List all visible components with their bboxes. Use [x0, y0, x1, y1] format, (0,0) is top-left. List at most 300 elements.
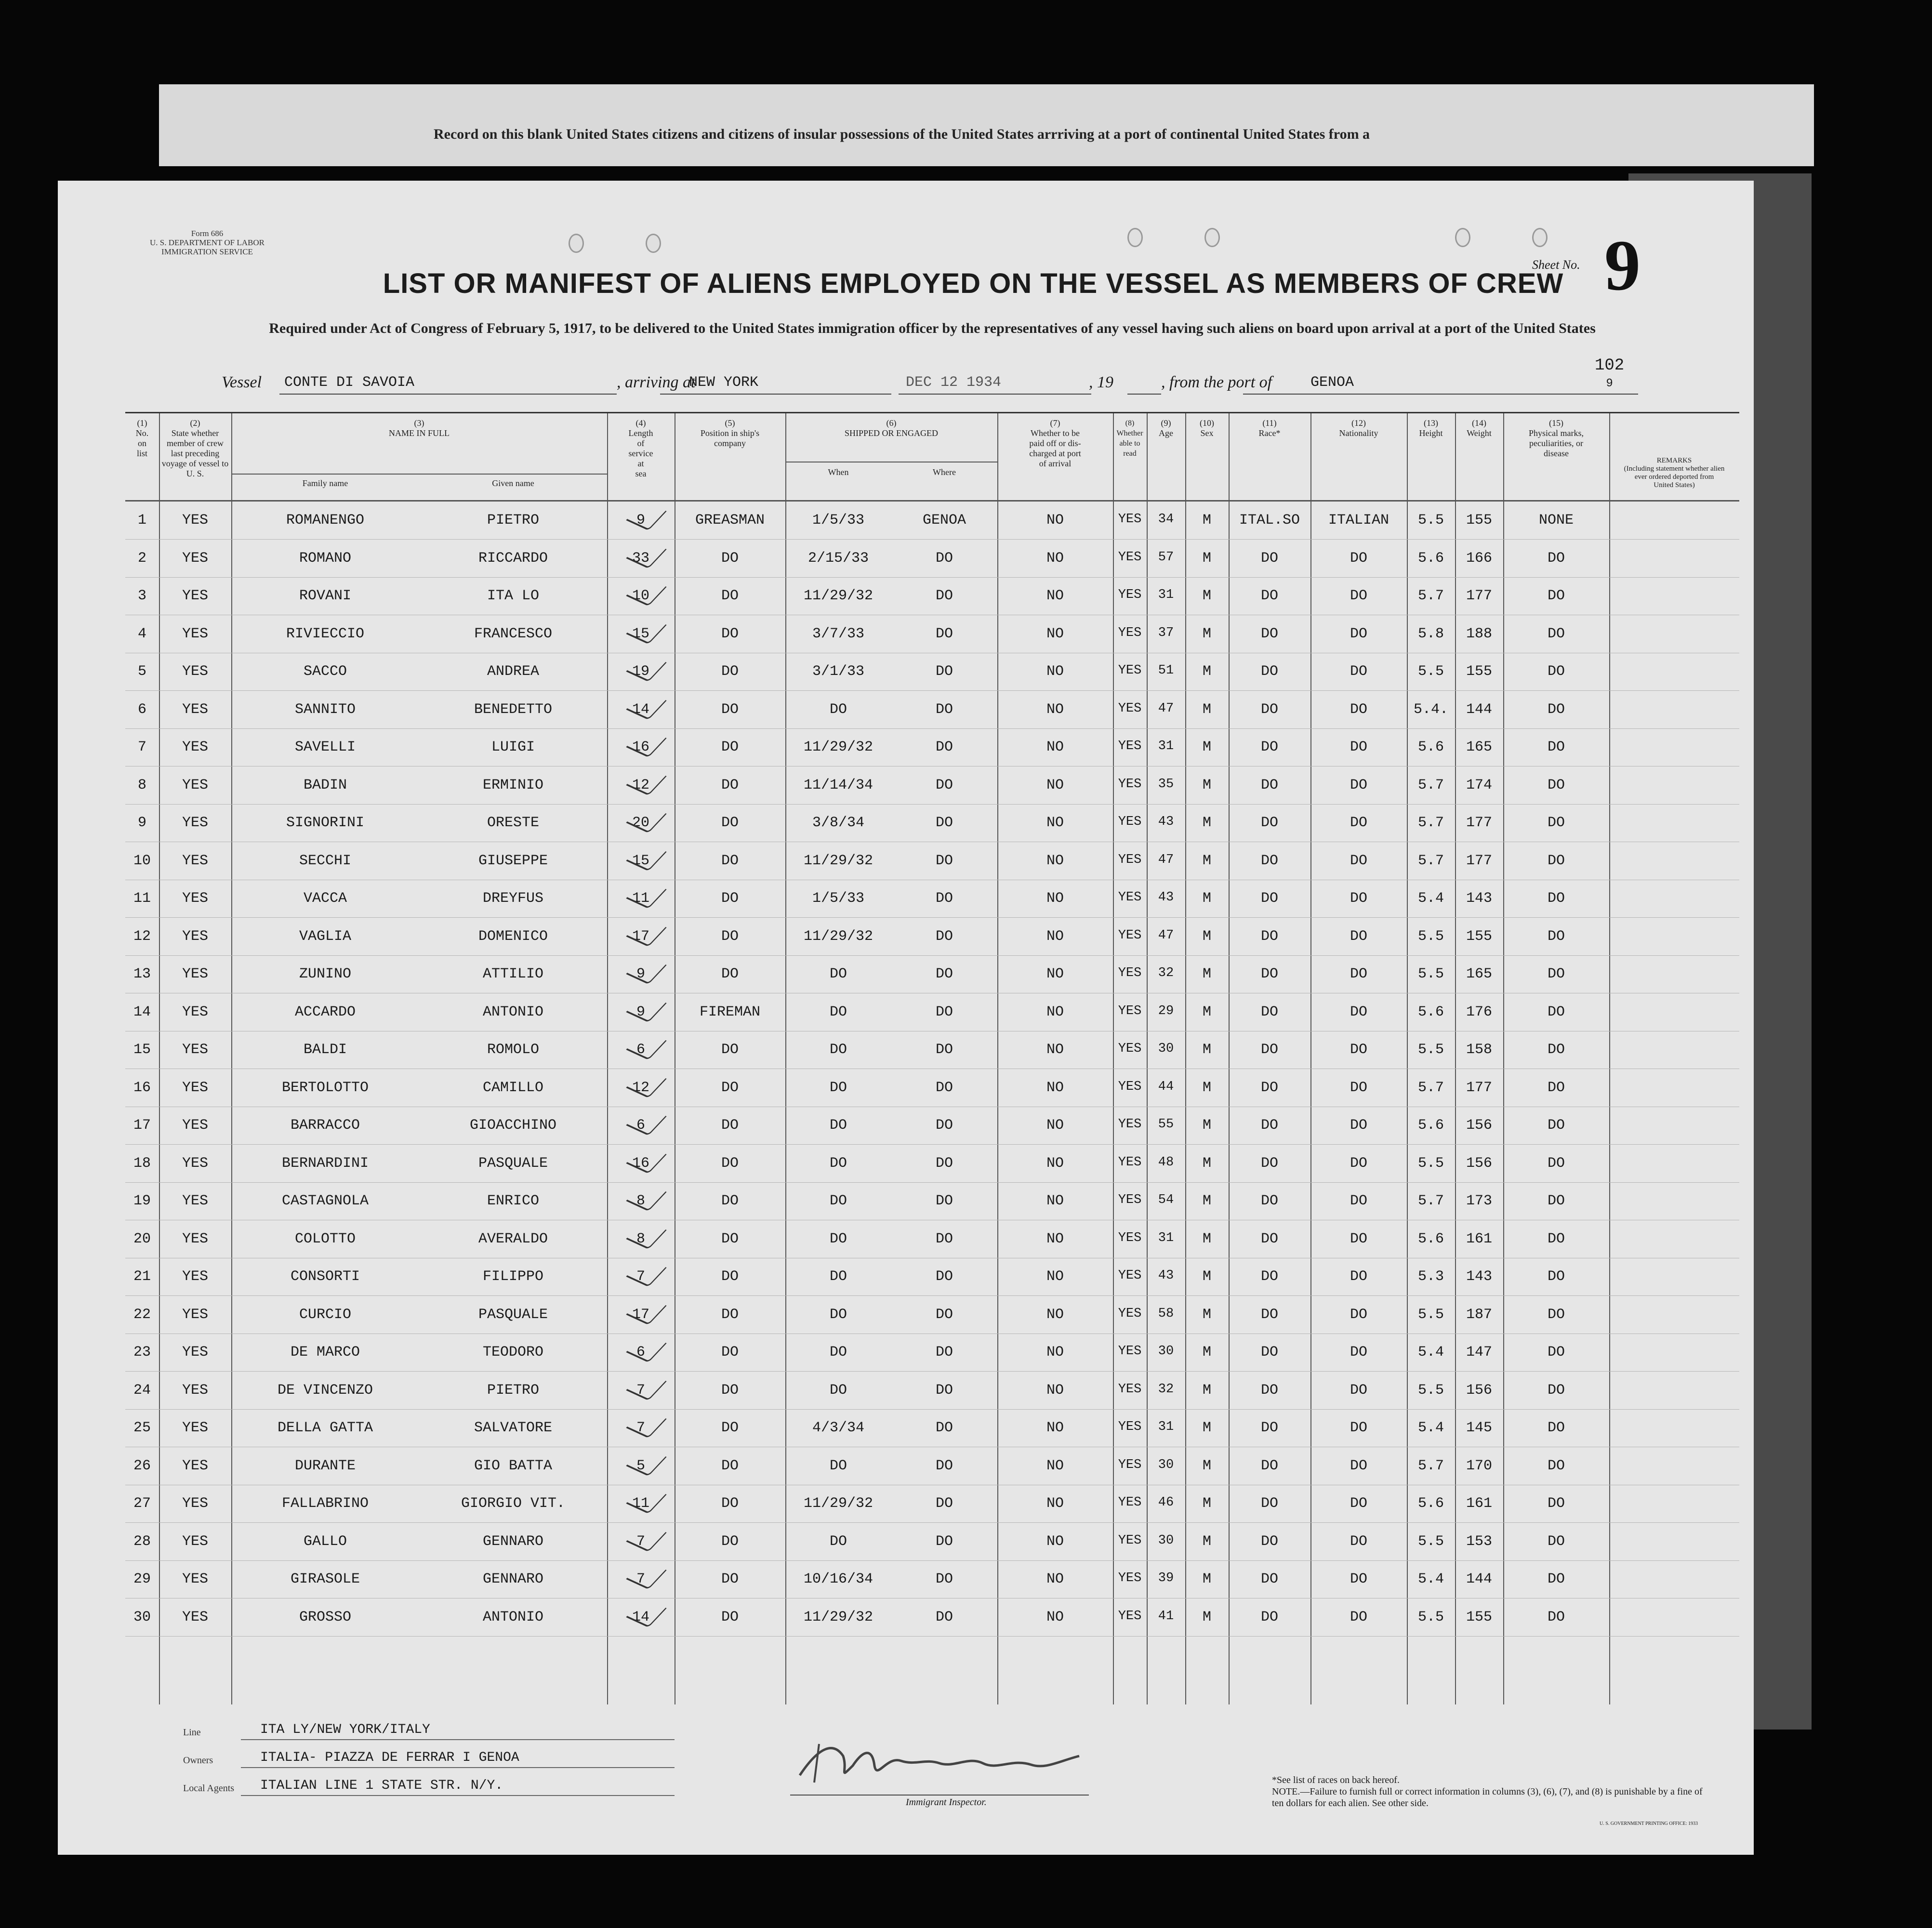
shipped-when: DO [829, 1117, 847, 1134]
position: DO [721, 1533, 739, 1550]
position: DO [721, 1193, 739, 1209]
physical-marks: DO [1547, 1004, 1565, 1020]
header-sex: (10) Sex [1200, 418, 1214, 438]
nationality: DO [1350, 663, 1367, 680]
header-service-length: (4) Length of service at sea [628, 418, 653, 478]
previous-voyage: YES [182, 1344, 208, 1360]
sex: M [1202, 1155, 1211, 1172]
table-row [125, 1598, 1739, 1637]
nationality: DO [1350, 588, 1367, 604]
header-family-name: Family name [302, 478, 348, 488]
manifest-footer [125, 1713, 1739, 1838]
position: DO [721, 550, 739, 567]
able-to-read: YES [1118, 739, 1142, 753]
position: DO [721, 1155, 739, 1172]
able-to-read: YES [1118, 777, 1142, 792]
family-name: SACCO [303, 663, 347, 680]
family-name: ROVANI [299, 588, 352, 604]
shipped-when: DO [829, 1004, 847, 1020]
physical-marks: DO [1547, 1230, 1565, 1247]
nationality: DO [1350, 1079, 1367, 1096]
height: 5.5 [1417, 1155, 1444, 1172]
physical-marks: DO [1547, 890, 1565, 907]
nationality: DO [1350, 1609, 1367, 1625]
height: 5.6 [1417, 550, 1444, 567]
previous-voyage: YES [182, 1457, 208, 1474]
sex: M [1202, 550, 1211, 567]
height: 5.4 [1417, 890, 1444, 907]
punch-hole [569, 234, 584, 253]
sex: M [1202, 1268, 1211, 1285]
shipped-where: DO [935, 588, 953, 604]
previous-voyage: YES [182, 1495, 208, 1512]
family-name: BADIN [303, 777, 347, 793]
height: 5.6 [1417, 1004, 1444, 1020]
header-remarks: REMARKS (Including statement whether alien ever ordered deported from United States) [1624, 457, 1725, 489]
given-name: TEODORO [482, 1344, 544, 1360]
given-name: ROMOLO [487, 1042, 540, 1058]
shipped-where: DO [935, 1004, 953, 1020]
weight: 153 [1466, 1533, 1492, 1550]
row-number: 6 [137, 701, 146, 718]
able-to-read: YES [1118, 550, 1142, 565]
race: DO [1260, 739, 1278, 755]
nationality: DO [1350, 777, 1367, 793]
height: 5.6 [1417, 1495, 1444, 1512]
position: DO [721, 852, 739, 869]
position: DO [721, 1495, 739, 1512]
weight: 161 [1466, 1230, 1492, 1247]
height: 5.8 [1417, 625, 1444, 642]
vessel-name: CONTE DI SAVOIA [284, 374, 415, 391]
race: DO [1260, 1533, 1278, 1550]
from-port-label: , from the port of [1161, 373, 1272, 391]
shipped-when: DO [829, 1079, 847, 1096]
footnote: *See list of races on back hereof. NOTE.—Failure to furnish full or correct information in columns (3), (6), (7), and (8) is punishable by a fine of ten dollars for each alien. See other side. [1272, 1775, 1703, 1809]
position: DO [721, 1042, 739, 1058]
nationality: DO [1350, 1495, 1367, 1512]
shipped-where: DO [935, 966, 953, 982]
paid-off: NO [1046, 550, 1064, 567]
shipped-when: 1/5/33 [812, 890, 865, 907]
table-row [125, 1523, 1739, 1561]
paid-off: NO [1046, 815, 1064, 831]
service-length: 16 [632, 739, 649, 755]
physical-marks: DO [1547, 1117, 1565, 1134]
position: DO [721, 890, 739, 907]
row-number: 1 [137, 512, 146, 528]
table-row [125, 1258, 1739, 1296]
row-number: 28 [133, 1533, 151, 1550]
previous-voyage: YES [182, 1571, 208, 1587]
nationality: DO [1350, 928, 1367, 945]
shipped-when: 3/7/33 [812, 625, 865, 642]
shipped-when: DO [829, 1382, 847, 1399]
height: 5.4 [1417, 1571, 1444, 1587]
able-to-read: YES [1118, 588, 1142, 602]
position: DO [721, 1230, 739, 1247]
sex: M [1202, 663, 1211, 680]
table-row [125, 1447, 1739, 1485]
shipped-when: DO [829, 966, 847, 982]
family-name: ROMANO [299, 550, 352, 567]
previous-voyage: YES [182, 1230, 208, 1247]
age: 32 [1158, 1382, 1174, 1397]
shipped-when: DO [829, 1306, 847, 1323]
paid-off: NO [1046, 1079, 1064, 1096]
punch-hole [1127, 228, 1143, 247]
weight: 176 [1466, 1004, 1492, 1020]
row-number: 10 [133, 852, 151, 869]
family-name: VACCA [303, 890, 347, 907]
age: 41 [1158, 1609, 1174, 1624]
weight: 155 [1466, 663, 1492, 680]
service-length: 12 [632, 1079, 649, 1096]
position: DO [721, 663, 739, 680]
previous-voyage: YES [182, 1004, 208, 1020]
paid-off: NO [1046, 1155, 1064, 1172]
top-note: Record on this blank United States citizens and citizens of insular possessions of the United States arrriving at a port of continental United States from a [434, 126, 1370, 142]
row-number: 18 [133, 1155, 151, 1172]
nationality: DO [1350, 1344, 1367, 1360]
race: DO [1260, 1382, 1278, 1399]
previous-voyage: YES [182, 588, 208, 604]
weight: 161 [1466, 1495, 1492, 1512]
sex: M [1202, 1457, 1211, 1474]
weight: 145 [1466, 1420, 1492, 1436]
nationality: DO [1350, 1117, 1367, 1134]
table-row [125, 804, 1739, 842]
race: DO [1260, 890, 1278, 907]
physical-marks: DO [1547, 1306, 1565, 1323]
physical-marks: DO [1547, 815, 1565, 831]
given-name: GIUSEPPE [478, 852, 548, 869]
header-height: (13) Height [1419, 418, 1443, 438]
height: 5.5 [1417, 1609, 1444, 1625]
sex: M [1202, 928, 1211, 945]
shipped-where: DO [935, 1230, 953, 1247]
height: 5.4 [1417, 1420, 1444, 1436]
row-number: 13 [133, 966, 151, 982]
nationality: DO [1350, 1004, 1367, 1020]
position: DO [721, 739, 739, 755]
race: DO [1260, 852, 1278, 869]
shipped-when: DO [829, 1042, 847, 1058]
nationality: DO [1350, 701, 1367, 718]
sex: M [1202, 1609, 1211, 1625]
sex: M [1202, 701, 1211, 718]
sheet-label: Sheet No. [1532, 258, 1580, 272]
shipped-when: 3/8/34 [812, 815, 865, 831]
shipped-where: DO [935, 739, 953, 755]
able-to-read: YES [1118, 1571, 1142, 1585]
service-length: 9 [636, 512, 645, 528]
age: 46 [1158, 1495, 1174, 1510]
weight: 156 [1466, 1155, 1492, 1172]
previous-voyage: YES [182, 739, 208, 755]
position: DO [721, 777, 739, 793]
weight: 187 [1466, 1306, 1492, 1323]
table-row [125, 955, 1739, 993]
table-row [125, 918, 1739, 956]
height: 5.5 [1417, 1382, 1444, 1399]
race: DO [1260, 777, 1278, 793]
row-number: 27 [133, 1495, 151, 1512]
race: DO [1260, 1571, 1278, 1587]
weight: 188 [1466, 625, 1492, 642]
age: 47 [1158, 701, 1174, 716]
table-row [125, 540, 1739, 578]
shipped-where: DO [935, 701, 953, 718]
nationality: DO [1350, 1533, 1367, 1550]
service-length: 11 [632, 890, 649, 907]
nationality: DO [1350, 1420, 1367, 1436]
row-number: 29 [133, 1571, 151, 1587]
nationality: DO [1350, 966, 1367, 982]
family-name: BERTOLOTTO [281, 1079, 369, 1096]
table-row [125, 728, 1739, 766]
shipped-when: 11/14/34 [803, 777, 873, 793]
age: 34 [1158, 512, 1174, 527]
shipped-when: DO [829, 1193, 847, 1209]
nationality: DO [1350, 890, 1367, 907]
position: DO [721, 1609, 739, 1625]
form-number: Form 686 U. S. DEPARTMENT OF LABOR IMMIGRATION SERVICE [150, 229, 265, 256]
paid-off: NO [1046, 1457, 1064, 1474]
able-to-read: YES [1118, 1382, 1142, 1397]
race: DO [1260, 966, 1278, 982]
age: 35 [1158, 777, 1174, 792]
service-length: 9 [636, 1004, 645, 1020]
previous-voyage: YES [182, 1306, 208, 1323]
height: 5.4. [1413, 701, 1448, 718]
row-number: 16 [133, 1079, 151, 1096]
table-row [125, 1220, 1739, 1258]
race: DO [1260, 1004, 1278, 1020]
shipped-when: DO [829, 701, 847, 718]
shipped-when: 1/5/33 [812, 512, 865, 528]
nationality: DO [1350, 815, 1367, 831]
service-length: 9 [636, 966, 645, 982]
position: DO [721, 625, 739, 642]
crew-table [125, 412, 1739, 1704]
weight: 144 [1466, 701, 1492, 718]
row-number: 21 [133, 1268, 151, 1285]
header-read: (8) Whether able to read [1116, 419, 1143, 458]
family-name: CASTAGNOLA [281, 1193, 369, 1209]
height: 5.4 [1417, 1344, 1444, 1360]
row-number: 4 [137, 625, 146, 642]
weight: 143 [1466, 890, 1492, 907]
paid-off: NO [1046, 739, 1064, 755]
physical-marks: DO [1547, 1344, 1565, 1360]
family-name: CURCIO [299, 1306, 352, 1323]
previous-voyage: YES [182, 815, 208, 831]
physical-marks: DO [1547, 1571, 1565, 1587]
family-name: ZUNINO [299, 966, 352, 982]
shipped-where: DO [935, 928, 953, 945]
paid-off: NO [1046, 1571, 1064, 1587]
sex: M [1202, 739, 1211, 755]
family-name: RIVIECCIO [286, 625, 365, 642]
given-name: GIOACCHINO [469, 1117, 557, 1134]
able-to-read: YES [1118, 890, 1142, 905]
height: 5.5 [1417, 1306, 1444, 1323]
service-length: 16 [632, 1155, 649, 1172]
position: DO [721, 1079, 739, 1096]
age: 55 [1158, 1117, 1174, 1132]
able-to-read: YES [1118, 1155, 1142, 1170]
family-name: SIGNORINI [286, 815, 365, 831]
vessel-info [58, 369, 1754, 397]
sex: M [1202, 777, 1211, 793]
nationality: DO [1350, 1193, 1367, 1209]
race: DO [1260, 1344, 1278, 1360]
sex: M [1202, 815, 1211, 831]
nationality: DO [1350, 852, 1367, 869]
height: 5.5 [1417, 966, 1444, 982]
weight: 155 [1466, 1609, 1492, 1625]
inspector-label: Immigrant Inspector. [906, 1797, 987, 1808]
shipped-where: DO [935, 852, 953, 869]
owners-value: ITALIA- PIAZZA DE FERRAR I GENOA [260, 1750, 519, 1765]
service-length: 20 [632, 815, 649, 831]
row-number: 25 [133, 1420, 151, 1436]
physical-marks: DO [1547, 739, 1565, 755]
physical-marks: DO [1547, 1382, 1565, 1399]
table-row [125, 993, 1739, 1031]
paid-off: NO [1046, 852, 1064, 869]
arriving-label: , arriving at [617, 373, 696, 391]
height: 5.6 [1417, 739, 1444, 755]
race: DO [1260, 1420, 1278, 1436]
able-to-read: YES [1118, 512, 1142, 527]
family-name: SECCHI [299, 852, 352, 869]
position: DO [721, 815, 739, 831]
nationality: DO [1350, 1457, 1367, 1474]
shipped-where: DO [935, 1457, 953, 1474]
height: 5.7 [1417, 815, 1444, 831]
physical-marks: DO [1547, 1533, 1565, 1550]
given-name: DOMENICO [478, 928, 548, 945]
given-name: GENNARO [482, 1533, 544, 1550]
shipped-when: DO [829, 1457, 847, 1474]
nationality: DO [1350, 625, 1367, 642]
height: 5.7 [1417, 588, 1444, 604]
weight: 147 [1466, 1344, 1492, 1360]
service-length: 8 [636, 1193, 645, 1209]
race: DO [1260, 1268, 1278, 1285]
position: FIREMAN [699, 1004, 761, 1020]
sex: M [1202, 1420, 1211, 1436]
row-number: 9 [137, 815, 146, 831]
shipped-when: DO [829, 1230, 847, 1247]
table-row [125, 1145, 1739, 1183]
able-to-read: YES [1118, 928, 1142, 943]
weight: 177 [1466, 588, 1492, 604]
header-physical-marks: (15) Physical marks, peculiarities, or disease [1529, 418, 1584, 458]
race: DO [1260, 663, 1278, 680]
family-name: CONSORTI [290, 1268, 360, 1285]
nationality: DO [1350, 1155, 1367, 1172]
age: 31 [1158, 739, 1174, 753]
age: 43 [1158, 890, 1174, 905]
physical-marks: DO [1547, 1155, 1565, 1172]
family-name: DURANTE [294, 1457, 356, 1474]
position: DO [721, 1382, 739, 1399]
weight: 158 [1466, 1042, 1492, 1058]
row-number: 5 [137, 663, 146, 680]
shipped-when: 11/29/32 [803, 1609, 873, 1625]
family-name: SANNITO [294, 701, 356, 718]
table-row [125, 1031, 1739, 1069]
row-number: 15 [133, 1042, 151, 1058]
able-to-read: YES [1118, 701, 1142, 716]
row-number: 7 [137, 739, 146, 755]
sex: M [1202, 1533, 1211, 1550]
race: DO [1260, 1079, 1278, 1096]
race: DO [1260, 701, 1278, 718]
age: 47 [1158, 852, 1174, 867]
agents-value: ITALIAN LINE 1 STATE STR. N/Y. [260, 1778, 503, 1793]
shipped-when: DO [829, 1268, 847, 1285]
previous-voyage: YES [182, 890, 208, 907]
weight: 173 [1466, 1193, 1492, 1209]
paid-off: NO [1046, 928, 1064, 945]
family-name: VAGLIA [299, 928, 352, 945]
given-name: FILIPPO [482, 1268, 544, 1285]
sex: M [1202, 890, 1211, 907]
service-length: 8 [636, 1230, 645, 1247]
previous-voyage: YES [182, 663, 208, 680]
family-name: DELLA GATTA [277, 1420, 373, 1436]
shipped-when: 4/3/34 [812, 1420, 865, 1436]
previous-voyage: YES [182, 777, 208, 793]
shipped-when: 11/29/32 [803, 739, 873, 755]
position: DO [721, 1117, 739, 1134]
position: DO [721, 1268, 739, 1285]
previous-voyage: YES [182, 1155, 208, 1172]
family-name: GROSSO [299, 1609, 352, 1625]
paid-off: NO [1046, 1268, 1064, 1285]
shipped-when: 11/29/32 [803, 852, 873, 869]
row-number: 11 [133, 890, 151, 907]
race: DO [1260, 625, 1278, 642]
physical-marks: DO [1547, 701, 1565, 718]
nationality: DO [1350, 739, 1367, 755]
height: 5.7 [1417, 1079, 1444, 1096]
sex: M [1202, 1571, 1211, 1587]
family-name: GALLO [303, 1533, 347, 1550]
shipped-where: DO [935, 1533, 953, 1550]
sex: M [1202, 1306, 1211, 1323]
height: 5.7 [1417, 1457, 1444, 1474]
family-name: DE MARCO [290, 1344, 360, 1360]
service-length: 5 [636, 1457, 645, 1474]
owners-label: Owners [183, 1755, 213, 1766]
given-name: ENRICO [487, 1193, 540, 1209]
row-number: 8 [137, 777, 146, 793]
weight: 174 [1466, 777, 1492, 793]
header-age: (9) Age [1159, 418, 1173, 438]
race: DO [1260, 1230, 1278, 1247]
given-name: ATTILIO [482, 966, 544, 982]
paid-off: NO [1046, 1193, 1064, 1209]
paid-off: NO [1046, 1344, 1064, 1360]
service-length: 17 [632, 1306, 649, 1323]
shipped-where: DO [935, 663, 953, 680]
age: 54 [1158, 1193, 1174, 1207]
